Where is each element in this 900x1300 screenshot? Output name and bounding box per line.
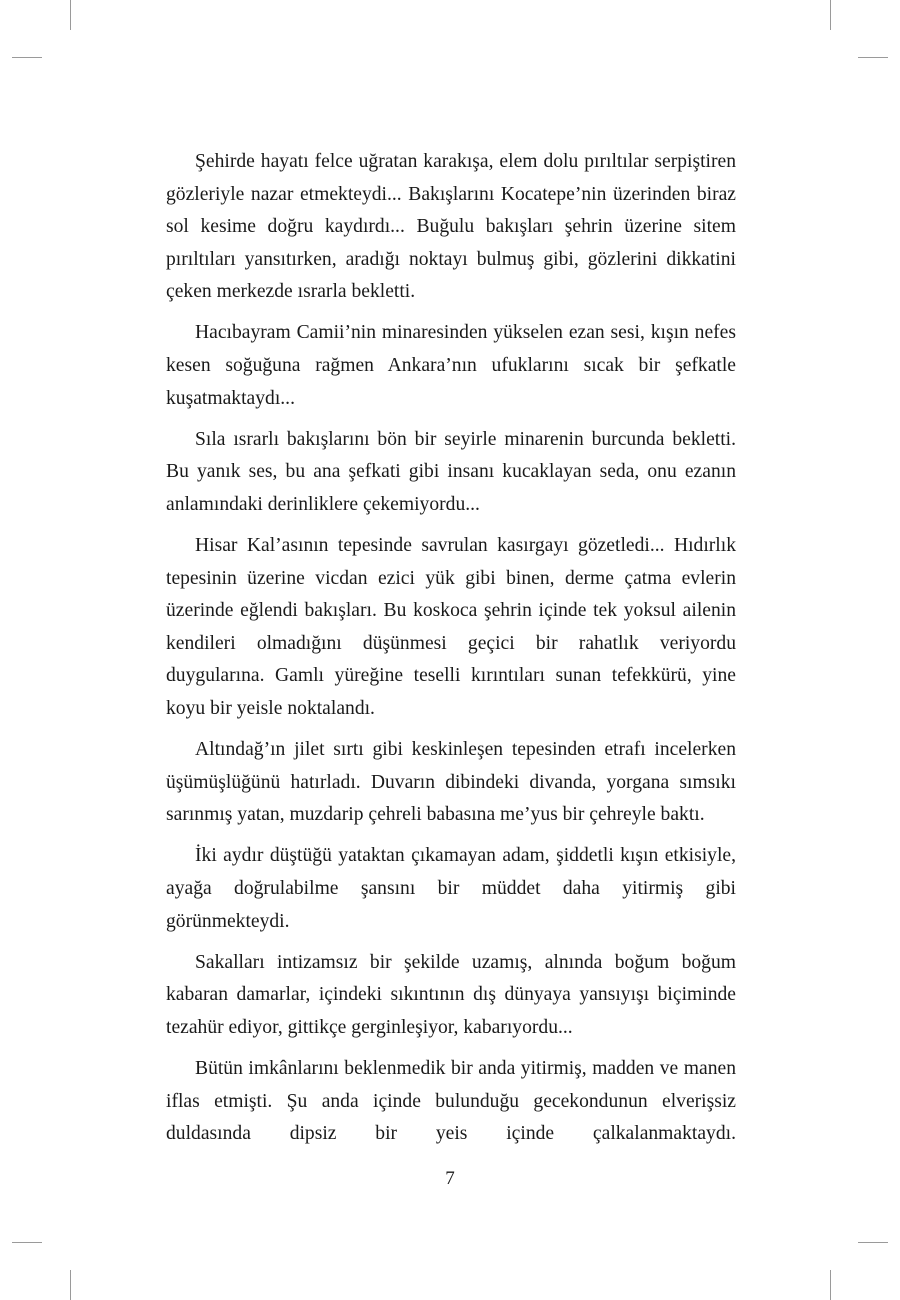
crop-mark-left-top [12, 57, 42, 58]
paragraph-4: Hisar Kal’asının tepesinde savrulan kasırgayı gözetledi... Hıdırlık tepesinin üzerine vicdan ezici yük gibi binen, derme çatma evlerin üzerinde eğlendi bakışları. Bu koskoca şehrin içinde tek yoksul ailenin kendileri olmadığını düşünmesi geçici bir rahatlık veriyordu duygularına. Gamlı yüreğine teselli kırıntıları sunan tefekkürü, yine koyu bir yeisle noktalandı. [166, 535, 736, 719]
crop-mark-top-left [70, 0, 71, 30]
crop-mark-right-top [858, 57, 888, 58]
body-text [166, 146, 736, 1151]
page-number: 7 [445, 1168, 455, 1189]
crop-mark-left-bottom [12, 1242, 42, 1243]
paragraph-5: Altındağ’ın jilet sırtı gibi keskinleşen tepesinden etrafı incelerken üşümüşlüğünü hatırladı. Duvarın dibindeki divanda, yorgana sımsıkı sarınmış yatan, muzdarip çehreli babasına me’yus bir çehreyle baktı. [166, 739, 736, 826]
crop-mark-top-right [830, 0, 831, 30]
paragraph-2: Hacıbayram Camii’nin minaresinden yükselen ezan sesi, kışın nefes kesen soğuğuna rağmen Ankara’nın ufuklarını sıcak bir şefkatle kuşatmaktaydı... [166, 322, 736, 409]
crop-mark-bottom-left [70, 1270, 71, 1300]
paragraph-7: Sakalları intizamsız bir şekilde uzamış, alnında boğum boğum kabaran damarlar, içindeki sıkıntının dış dünyaya yansıyışı biçiminde tezahür ediyor, gittikçe gerginleşiyor, kabarıyordu... [166, 951, 736, 1038]
paragraph-8: Bütün imkânlarını beklenmedik bir anda yitirmiş, madden ve manen iflas etmişti. Şu anda içinde bulunduğu gecekondunun elverişsiz duldasında dipsiz bir yeis içinde çalkalanmaktaydı. [166, 1057, 736, 1145]
paragraph-6: İki aydır düştüğü yataktan çıkamayan adam, şiddetli kışın etkisiyle, ayağa doğrulabilme şansını bir müddet daha yitirmiş gibi görünmekteydi. [166, 845, 736, 932]
paragraph-3: Sıla ısrarlı bakışlarını bön bir seyirle minarenin burcunda bekletti. Bu yanık ses, bu ana şefkati gibi insanı kucaklayan seda, onu ezanın anlamındaki derinliklere çekemiyordu... [166, 428, 736, 515]
crop-mark-right-bottom [858, 1242, 888, 1243]
paragraph-1: Şehirde hayatı felce uğratan karakışa, elem dolu pırıltılar serpiştiren gözleriyle nazar etmekteydi... Bakışlarını Kocatepe’nin üzerinden biraz sol kesime doğru kaydırdı... Buğulu bakışları şehrin üzerine sitem pırıltıları yansıtırken, aradığı noktayı bulmuş gibi, gözlerini dikkatini çeken merkezde ısrarla bekletti. [166, 151, 736, 303]
crop-mark-bottom-right [830, 1270, 831, 1300]
